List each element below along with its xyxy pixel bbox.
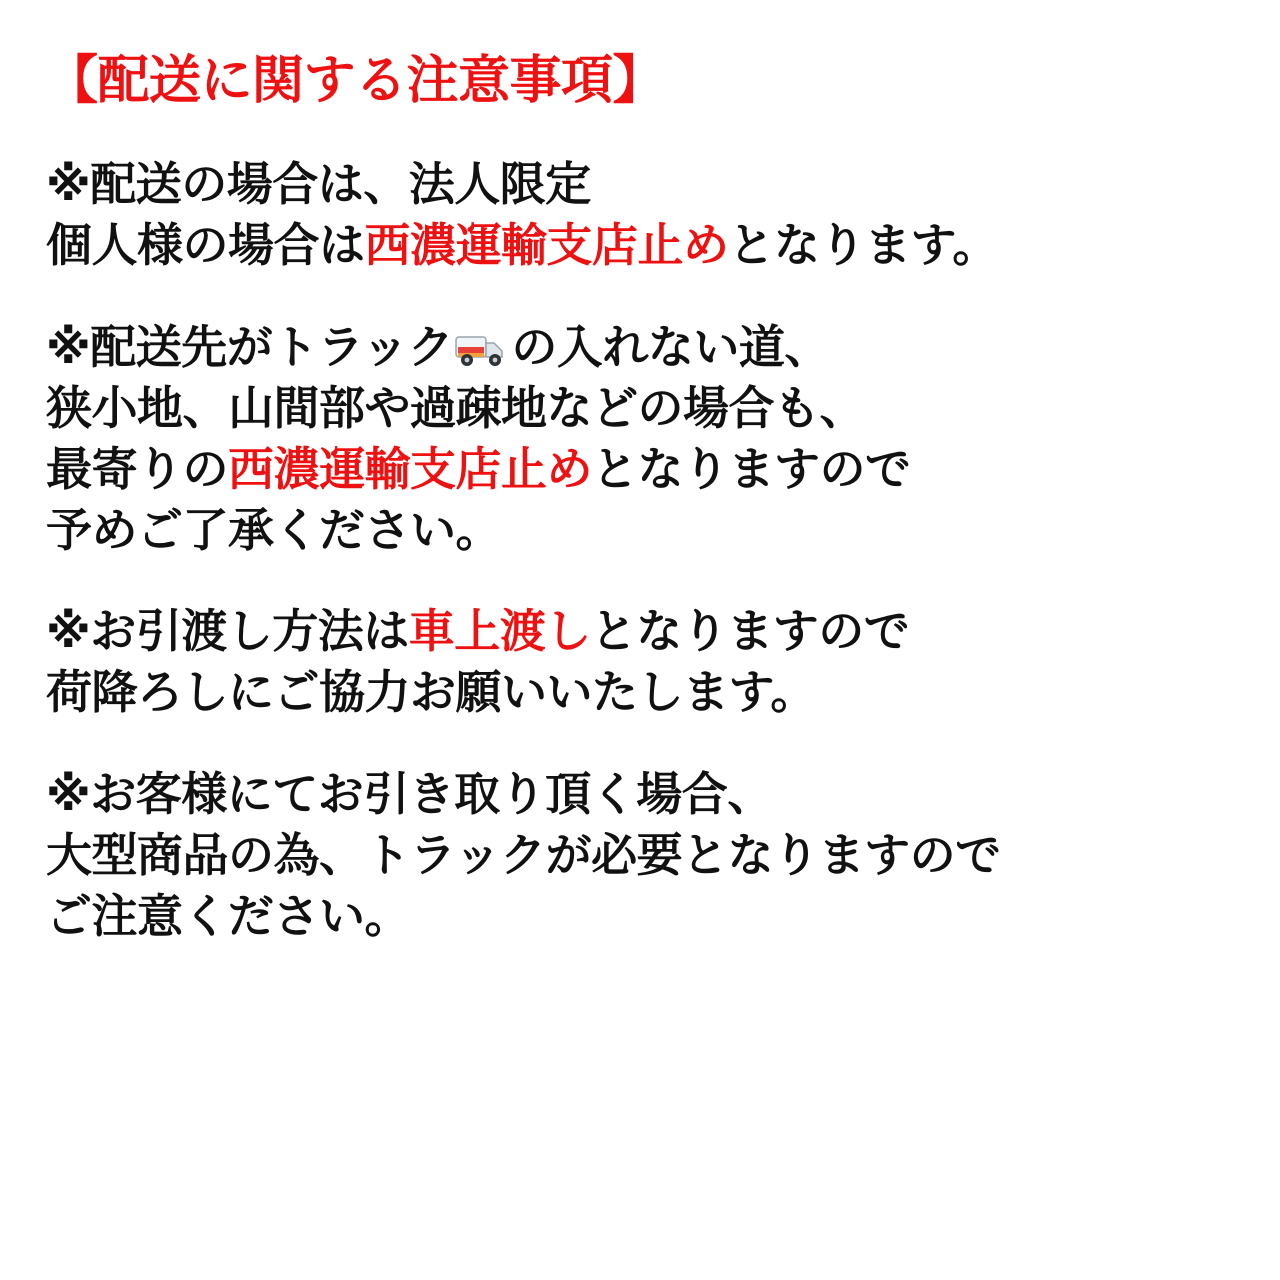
notice-block-handover-method: [46, 601, 1234, 723]
notice-block-corporate-only: [46, 154, 1234, 276]
highlight-segment: 西濃運輸支店止め: [364, 218, 729, 273]
notice-line: [46, 500, 1234, 561]
text-segment: ※お引渡し方法は: [46, 604, 409, 659]
notice-line: [46, 764, 1234, 825]
notice-line: [46, 317, 1234, 378]
text-segment: 最寄りの: [46, 441, 228, 496]
text-segment: ご注意ください。: [46, 888, 410, 943]
text-segment: となりますので: [590, 604, 910, 659]
text-segment: 予めご了承ください。: [46, 503, 501, 558]
notice-line: [46, 825, 1234, 886]
highlight-segment: 西濃運輸支店止め: [228, 441, 592, 496]
notice-line: [46, 154, 1234, 215]
text-segment: ※配送の場合は、法人限定: [46, 157, 591, 212]
text-segment: となります。: [728, 218, 998, 273]
highlight-segment: 車上渡し: [408, 604, 591, 659]
notice-line: [46, 215, 1234, 276]
truck-icon: [455, 331, 509, 369]
page-title: 【配送に関する注意事項】: [46, 51, 665, 111]
notice-block-access-restriction: [46, 317, 1234, 562]
notice-line: [46, 886, 1234, 947]
text-segment: ※配送先がトラック: [46, 319, 454, 374]
notice-line: [46, 601, 1234, 662]
text-segment: ※お客様にてお引き取り頂く場合、: [46, 766, 773, 821]
text-segment: 狭小地、山間部や過疎地などの場合も、: [46, 380, 865, 435]
notice-block-customer-pickup: [46, 764, 1234, 948]
notice-line: [46, 378, 1234, 439]
notice-line: [46, 439, 1234, 500]
text-segment: となりますので: [592, 441, 911, 496]
text-segment: の入れない道、: [511, 319, 830, 374]
text-segment: 荷降ろしにご協力お願いいたします。: [46, 665, 816, 720]
text-segment: 個人様の場合は: [46, 218, 365, 273]
notice-line: [46, 662, 1234, 723]
text-segment: 大型商品の為、トラックが必要となりますので: [46, 827, 1001, 882]
